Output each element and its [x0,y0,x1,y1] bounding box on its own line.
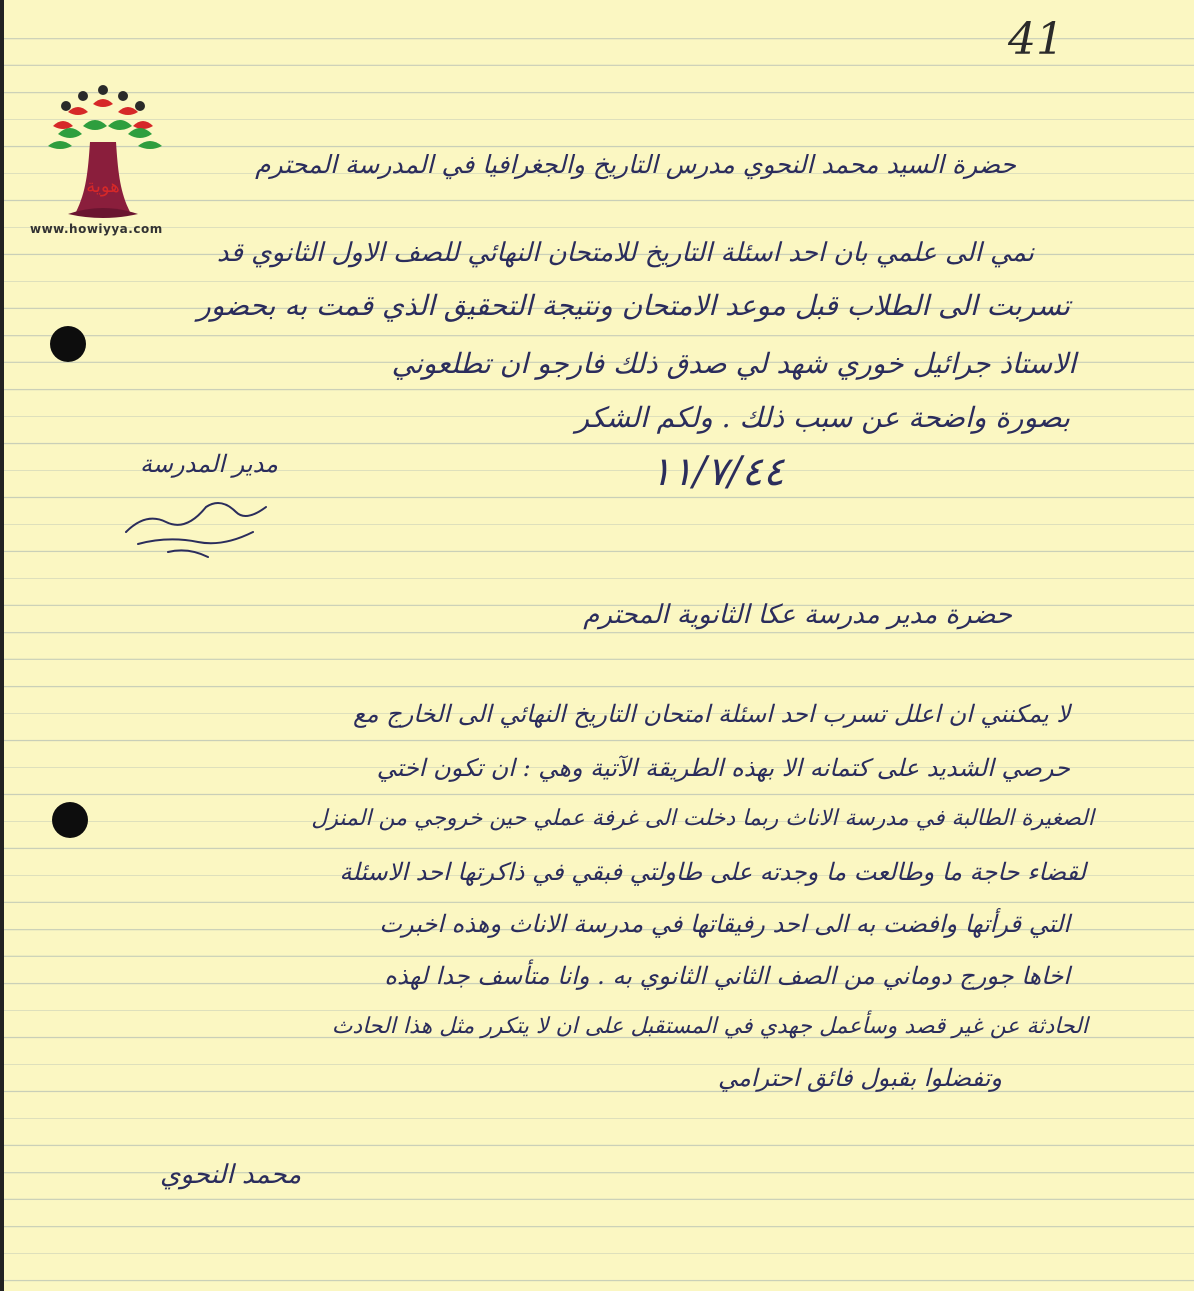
page-number: 41 [1008,14,1064,65]
letter2-salutation: حضرة مدير مدرسة عكا الثانوية المحترم [583,600,1012,630]
letter1-salutation: حضرة السيد محمد النحوي مدرس التاريخ والجغرافيا في المدرسة المحترم [255,150,1016,179]
letter2-line: الصغيرة الطالبة في مدرسة الاناث ربما دخلت الى غرفة عملي حين خروجي من المنزل [311,806,1094,831]
letter1-date: ١١/٧/٤٤ [650,449,785,495]
letter2-line: وتفضلوا بقبول فائق احترامي [717,1064,1002,1092]
letter2-signature: محمد النحوي [160,1160,302,1190]
letter1-line: بصورة واضحة عن سبب ذلك . ولكم الشكر [575,401,1070,434]
letter2-line: حرصي الشديد على كتمانه الا بهذه الطريقة الآتية وهي : ان تكون اختي [376,754,1070,782]
watermark-url: www.howiyya.com [30,222,163,236]
letter1-line: الاستاذ جرائيل خوري شهد لي صدق ذلك فارجو ان تطلعوني [391,347,1076,380]
svg-text:(توقيع): (توقيع) [118,492,121,493]
punch-hole [50,326,86,362]
letter1-signature [118,492,278,562]
letter2-line: الحادثة عن غير قصد وسأعمل جهدي في المستقبل على ان لا يتكرر مثل هذا الحادث [331,1014,1088,1039]
letter1-line: نمي الى علمي بان احد اسئلة التاريخ للامتحان النهائي للصف الاول الثانوي قد [216,238,1034,268]
letter1-signature-title: مدير المدرسة [140,450,279,478]
scan-edge [0,0,4,1291]
svg-text:هوية: هوية [86,176,120,197]
letter2-line: لا يمكنني ان اعلل تسرب احد اسئلة امتحان التاريخ النهائي الى الخارج مع [352,700,1070,728]
letter2-line: اخاها جورج دوماني من الصف الثاني الثانوي به . وانا متأسف جدا لهذه [384,962,1070,990]
letter2-line: التي قرأتها وافضت به الى احد رفيقاتها في مدرسة الاناث وهذه اخبرت [379,910,1070,938]
letter2-line: لقضاء حاجة ما وطالعت ما وجدته على طاولتي فبقي في ذاكرتها احد الاسئلة [339,858,1086,886]
punch-hole [52,802,88,838]
howiyya-logo-icon [28,82,178,242]
letter1-line: تسربت الى الطلاب قبل موعد الامتحان ونتيجة التحقيق الذي قمت به بحضور [197,289,1070,322]
